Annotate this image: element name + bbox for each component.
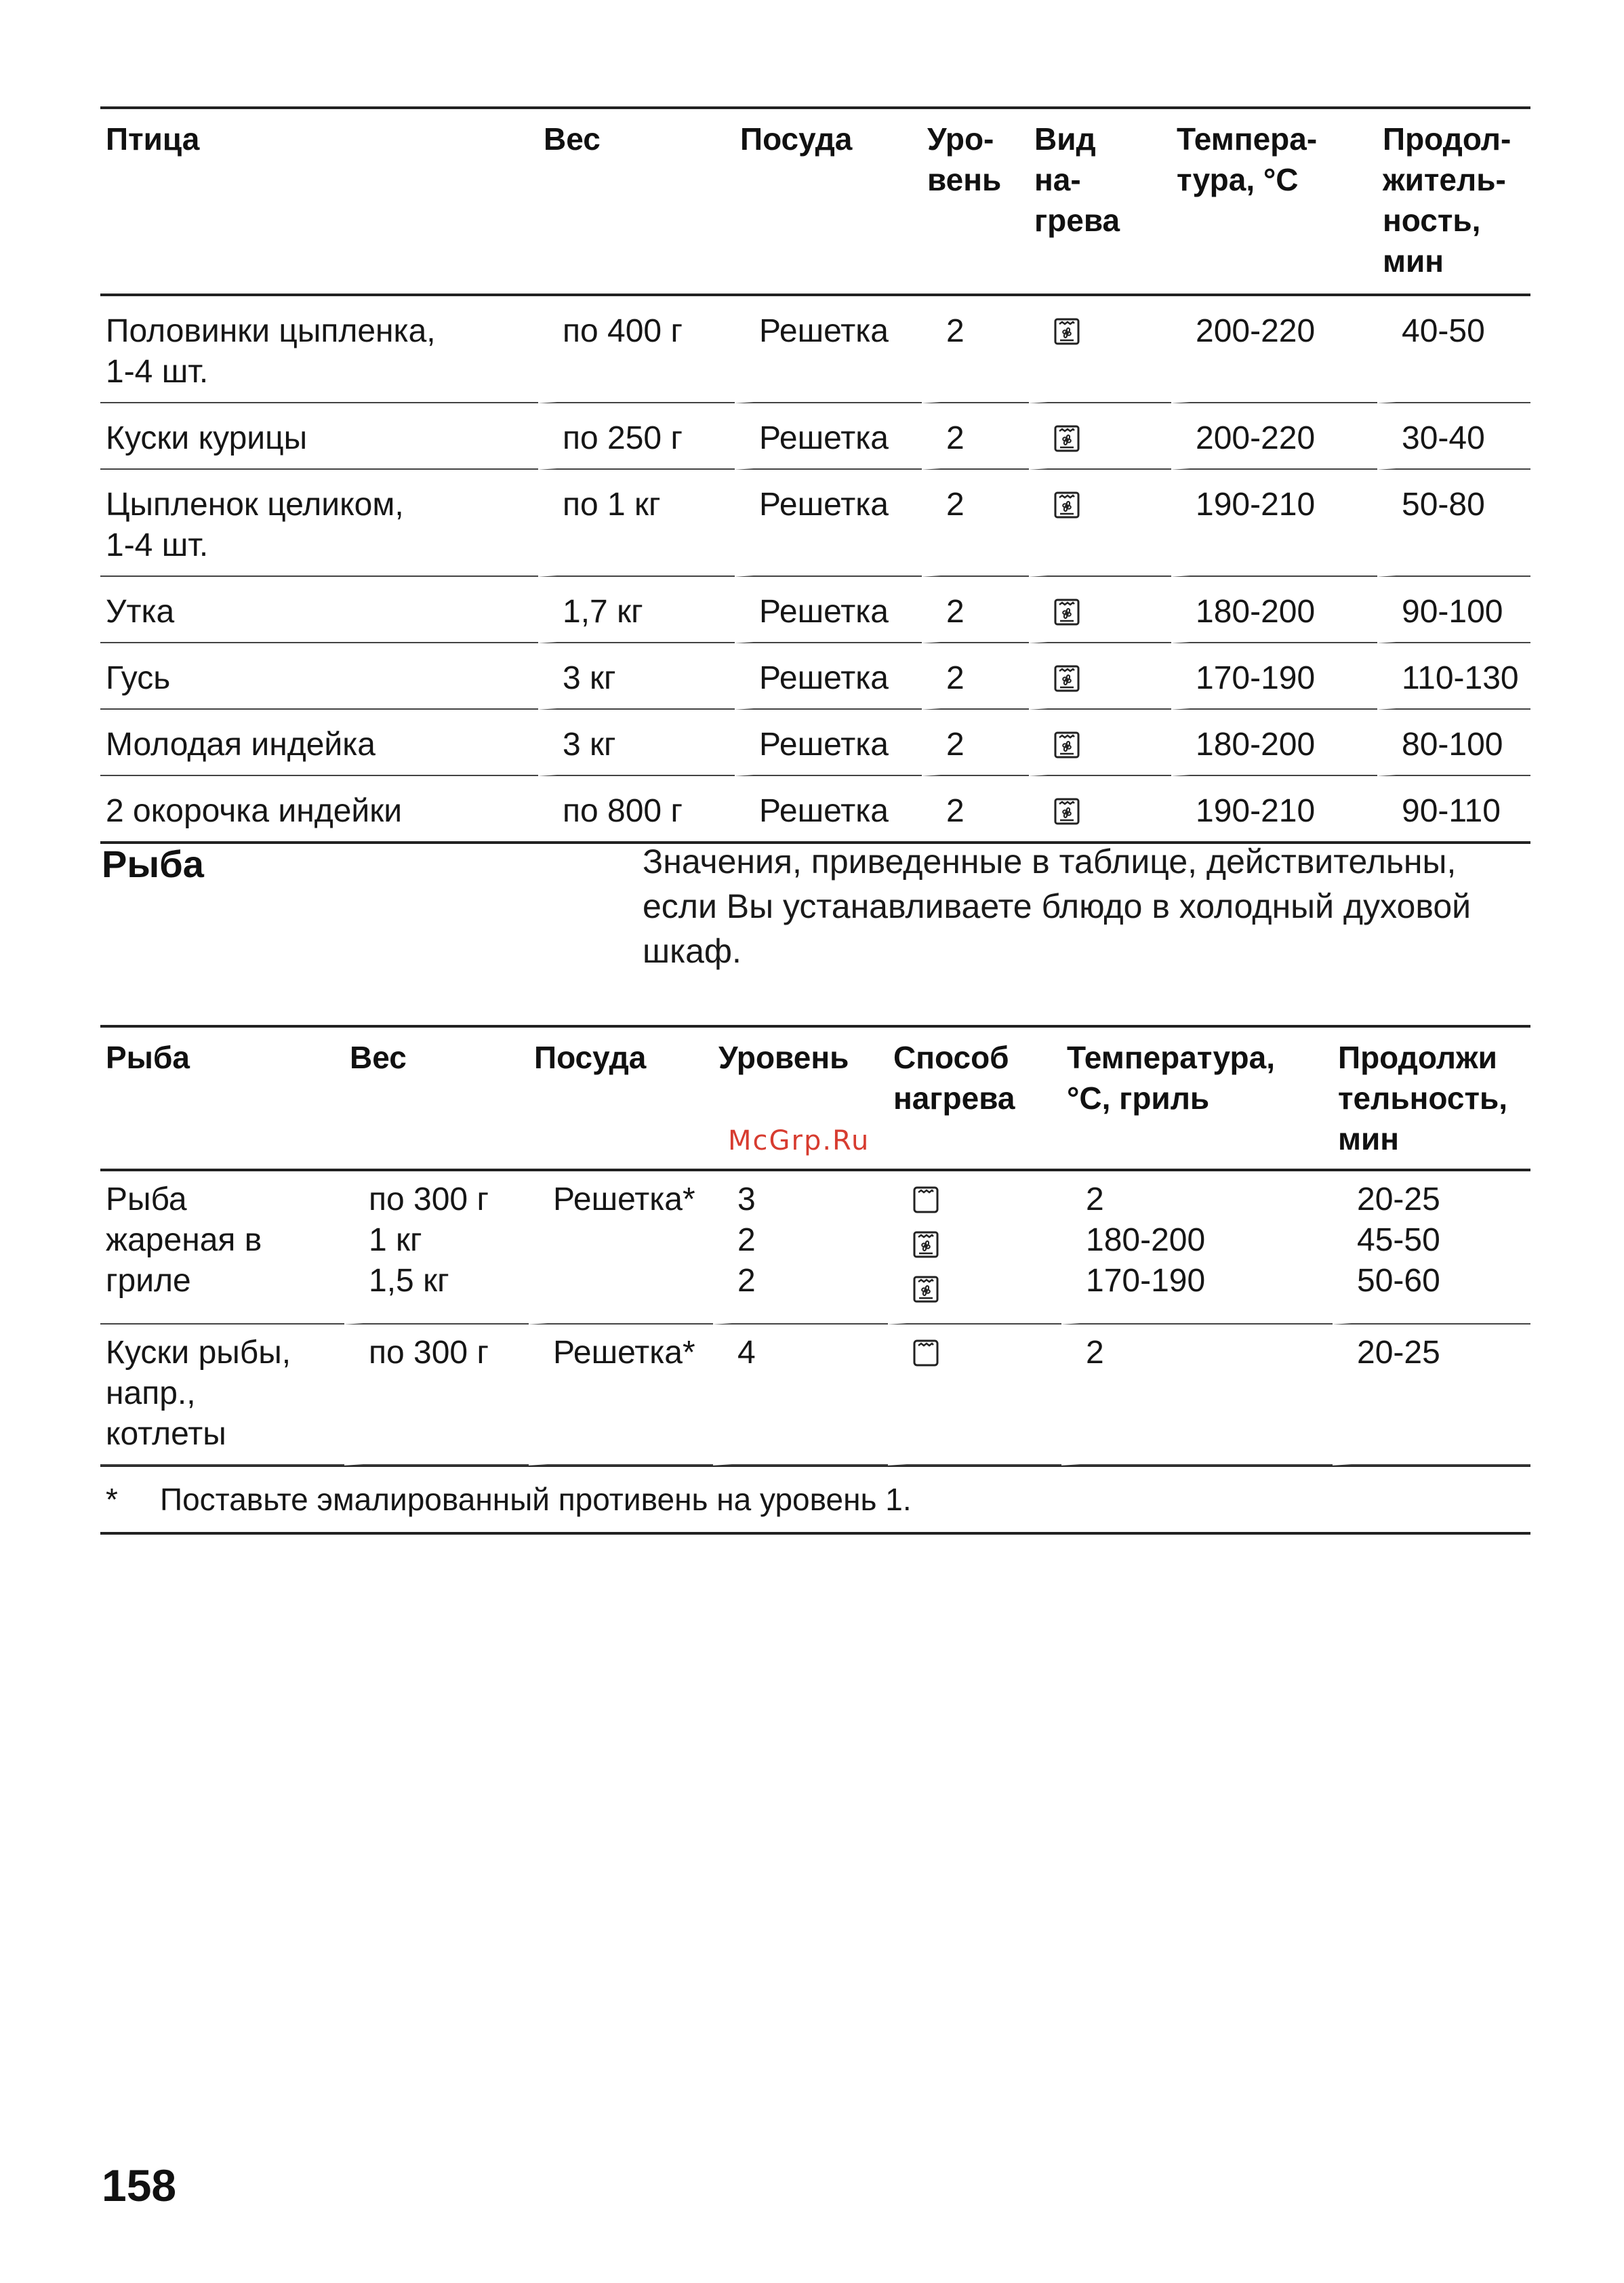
- poultry-temperature: 200-220: [1171, 403, 1377, 470]
- grill-icon: [912, 1184, 939, 1212]
- poultry-weight: по 1 кг: [538, 470, 735, 577]
- heat-mode-line: [912, 1273, 1053, 1314]
- poultry-temperature: 200-220: [1171, 296, 1377, 403]
- poultry-duration: 110-130: [1377, 643, 1530, 710]
- convection-grill-icon: [912, 1228, 939, 1257]
- poultry-dish: Решетка: [735, 776, 922, 841]
- fish-name: Рыба жареная в гриле: [100, 1171, 344, 1325]
- fish-dish: Решетка*: [529, 1325, 713, 1466]
- fish-dish: Решетка*: [529, 1171, 713, 1325]
- poultry-name: Цыпленок целиком, 1-4 шт.: [100, 470, 538, 577]
- header-cell: Посуда: [735, 109, 922, 296]
- poultry-duration: 30-40: [1377, 403, 1530, 470]
- table-row: [100, 1171, 1530, 1325]
- fish-level: [713, 1325, 888, 1466]
- footnote-marker: *: [106, 1482, 118, 1517]
- page-number: 158: [102, 2160, 177, 2210]
- table-row: [100, 403, 1530, 470]
- header-cell: Рыба: [100, 1028, 344, 1171]
- poultry-heat-mode: [1029, 776, 1171, 841]
- header-cell: Продол- житель- ность, мин: [1377, 109, 1530, 296]
- fish-heat-mode: [888, 1325, 1061, 1466]
- poultry-duration: 40-50: [1377, 296, 1530, 403]
- header-cell: Продолжи тельность, мин: [1333, 1028, 1530, 1171]
- duration-value: 20-25: [1357, 1181, 1440, 1217]
- fish-heat-mode: [888, 1171, 1061, 1325]
- poultry-level: 2: [922, 296, 1029, 403]
- poultry-duration: 90-110: [1377, 776, 1530, 841]
- poultry-level: 2: [922, 403, 1029, 470]
- header-cell: Уровень: [713, 1028, 888, 1171]
- convection-grill-icon: [912, 1273, 939, 1301]
- header-cell: Вес: [344, 1028, 529, 1171]
- footnote-row: [100, 1466, 1530, 1532]
- fish-name: Куски рыбы, напр., котлеты: [100, 1325, 344, 1466]
- poultry-heat-mode: [1029, 470, 1171, 577]
- convection-grill-icon: [1053, 662, 1080, 691]
- convection-grill-icon: [1053, 729, 1080, 757]
- poultry-header-row: [100, 109, 1530, 296]
- poultry-weight: 3 кг: [538, 643, 735, 710]
- level-value: 4: [737, 1335, 756, 1371]
- temperature-value: 2: [1086, 1181, 1104, 1217]
- poultry-name: Гусь: [100, 643, 538, 710]
- fish-weight: по 300 г 1 кг 1,5 кг: [344, 1171, 529, 1325]
- header-cell: Вид на- грева: [1029, 109, 1171, 296]
- poultry-name: 2 окорочка индейки: [106, 793, 403, 829]
- watermark: McGrp.Ru: [728, 1125, 870, 1156]
- table-row: [100, 1325, 1530, 1466]
- level-value: 2: [737, 1222, 756, 1258]
- fish-temperature: [1061, 1325, 1333, 1466]
- convection-grill-icon: [1053, 489, 1080, 517]
- heat-mode-line: [912, 1228, 1053, 1269]
- fish-header-row: [100, 1028, 1530, 1171]
- header-cell: Вес: [538, 109, 735, 296]
- grill-icon: [912, 1337, 939, 1365]
- header-cell: Птица: [100, 109, 538, 296]
- poultry-duration: 80-100: [1377, 710, 1530, 776]
- poultry-temperature: 180-200: [1171, 710, 1377, 776]
- fish-table: [100, 1025, 1530, 1535]
- duration-value: 20-25: [1357, 1335, 1440, 1371]
- temperature-value: 2: [1086, 1335, 1104, 1371]
- duration-value: 45-50: [1357, 1222, 1440, 1258]
- poultry-heat-mode: [1029, 403, 1171, 470]
- poultry-weight: 3 кг: [538, 710, 735, 776]
- poultry-dish: Решетка: [735, 296, 922, 403]
- poultry-table: [100, 106, 1530, 844]
- poultry-temperature: 190-210: [1171, 470, 1377, 577]
- poultry-level: 2: [922, 776, 1029, 841]
- fish-heading: Рыба: [102, 843, 204, 885]
- convection-grill-icon: [1053, 596, 1080, 624]
- duration-value: 50-60: [1357, 1263, 1440, 1299]
- poultry-duration: 90-100: [1377, 577, 1530, 643]
- heat-mode-line: [912, 1184, 1053, 1224]
- poultry-heat-mode: [1029, 710, 1171, 776]
- convection-grill-icon: [1053, 795, 1080, 824]
- fish-duration: [1333, 1325, 1530, 1466]
- poultry-weight: 1,7 кг: [538, 577, 735, 643]
- poultry-name: Утка: [100, 577, 538, 643]
- temperature-value: 180-200: [1086, 1222, 1206, 1258]
- poultry-dish: Решетка: [735, 470, 922, 577]
- fish-level: [713, 1171, 888, 1325]
- fish-weight: по 300 г: [344, 1325, 529, 1466]
- poultry-level: 2: [922, 710, 1029, 776]
- poultry-heat-mode: [1029, 296, 1171, 403]
- poultry-dish: Решетка: [735, 643, 922, 710]
- fish-note: Значения, приведенные в таблице, действительны, если Вы устанавливаете блюдо в холодный духовой шкаф.: [643, 843, 1471, 970]
- level-value: 3: [737, 1181, 756, 1217]
- level-value: 2: [737, 1263, 756, 1299]
- header-cell: Темпера- тура, °C: [1171, 109, 1377, 296]
- poultry-level: 2: [922, 577, 1029, 643]
- poultry-name: Молодая индейка: [100, 710, 538, 776]
- fish-temperature: [1061, 1171, 1333, 1325]
- poultry-heat-mode: [1029, 577, 1171, 643]
- poultry-duration: 50-80: [1377, 470, 1530, 577]
- poultry-level: 2: [922, 643, 1029, 710]
- header-cell: Уро- вень: [922, 109, 1029, 296]
- temperature-value: 170-190: [1086, 1263, 1206, 1299]
- header-cell: Посуда: [529, 1028, 713, 1171]
- poultry-temperature: 180-200: [1171, 577, 1377, 643]
- header-cell: Способ нагрева: [888, 1028, 1061, 1171]
- footnote-cell: [100, 1466, 1530, 1532]
- poultry-weight: по 800 г: [538, 776, 735, 841]
- poultry-dish: Решетка: [735, 710, 922, 776]
- poultry-heat-mode: [1029, 643, 1171, 710]
- table-row: [100, 577, 1530, 643]
- poultry-name: Куски курицы: [100, 403, 538, 470]
- poultry-temperature: 170-190: [1171, 643, 1377, 710]
- poultry-dish: Решетка: [735, 577, 922, 643]
- table-row: [100, 643, 1530, 710]
- table-row: [100, 776, 1530, 841]
- poultry-level: 2: [922, 470, 1029, 577]
- poultry-dish: Решетка: [735, 403, 922, 470]
- poultry-weight: по 400 г: [538, 296, 735, 403]
- header-cell: Температура, °C, гриль: [1061, 1028, 1333, 1171]
- heat-mode-line: [912, 1337, 1053, 1377]
- fish-duration: [1333, 1171, 1530, 1325]
- table-row: [100, 470, 1530, 577]
- convection-grill-icon: [1053, 422, 1080, 451]
- convection-grill-icon: [1053, 315, 1080, 344]
- poultry-weight: по 250 г: [538, 403, 735, 470]
- poultry-temperature: 190-210: [1171, 776, 1377, 841]
- poultry-name: Половинки цыпленка, 1-4 шт.: [100, 296, 538, 403]
- footnote-text: Поставьте эмалированный противень на уровень 1.: [160, 1482, 912, 1517]
- table-row: [100, 296, 1530, 403]
- table-row: [100, 710, 1530, 776]
